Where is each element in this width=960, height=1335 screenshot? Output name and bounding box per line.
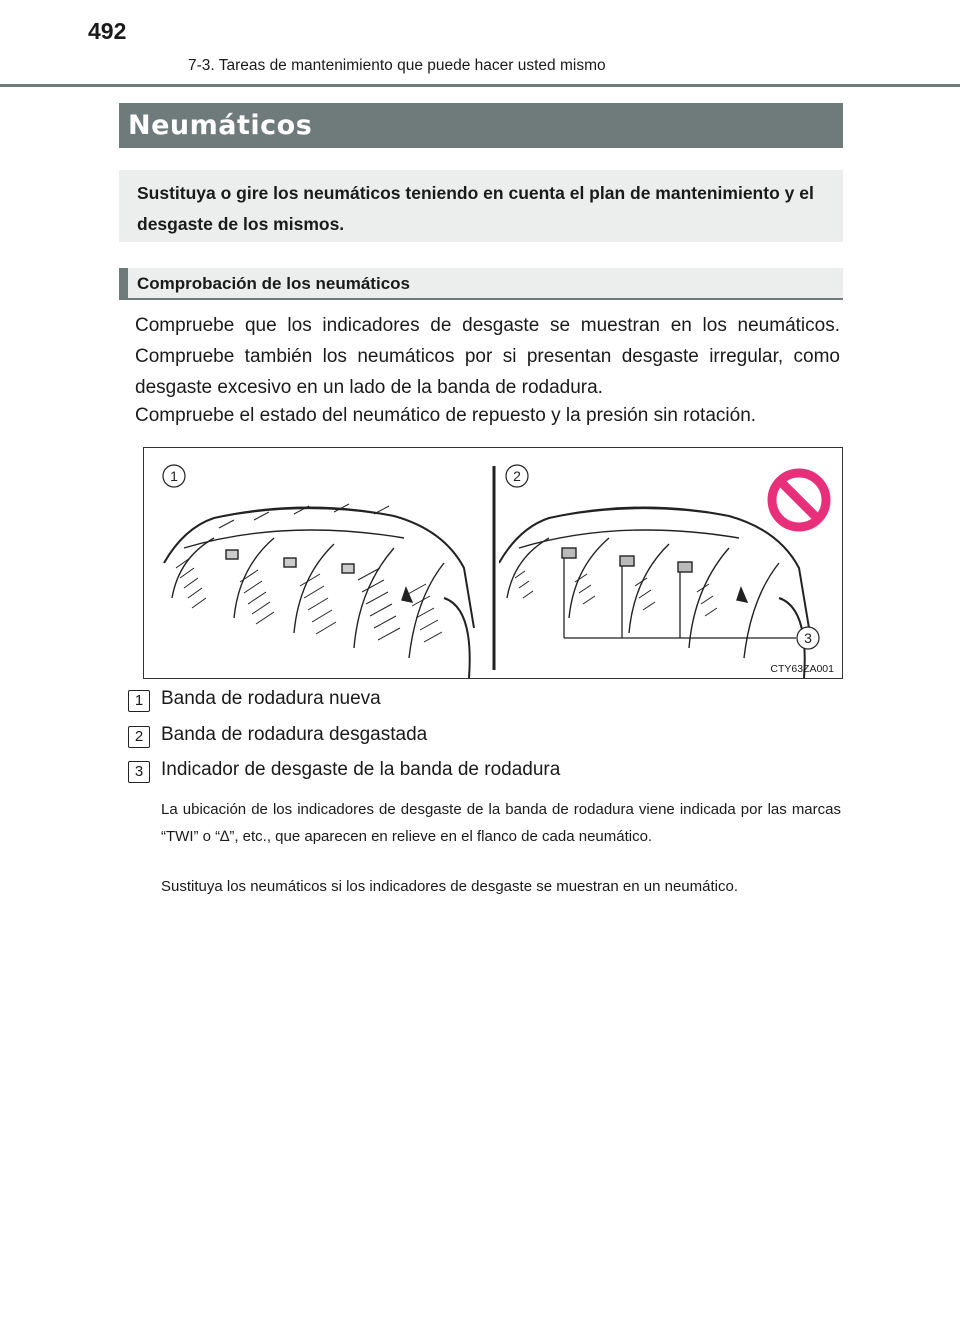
- legend-text-2: Banda de rodadura desgastada: [161, 724, 428, 745]
- intro-box: [119, 170, 843, 242]
- figure-code: CTY63ZA001: [770, 663, 834, 675]
- svg-text:1: 1: [170, 468, 178, 484]
- callout-2: [506, 465, 528, 487]
- svg-text:3: 3: [804, 630, 812, 646]
- section-header: [119, 268, 843, 300]
- legend-text-3: Indicador de desgaste de la banda de rodadura: [161, 759, 561, 780]
- worn-tread-tire: [499, 507, 809, 678]
- note-paragraph-1: La ubicación de los indicadores de desgaste de la banda de rodadura viene indicada por las marcas “TWI” o “∆”, etc., que aparecen en relieve en el flanco de cada neumático.: [161, 801, 841, 845]
- legend-number-3: 3: [128, 761, 150, 783]
- intro-text: Sustituya o gire los neumáticos teniendo en cuenta el plan de mantenimiento y el desgaste de los mismos.: [137, 183, 814, 234]
- header-rule: [0, 84, 960, 87]
- legend-number-2: 2: [128, 726, 150, 748]
- svg-text:2: 2: [513, 468, 521, 484]
- section-marker: [119, 268, 128, 298]
- tire-illustration: [144, 448, 844, 680]
- page-number: 492: [88, 18, 127, 44]
- note-paragraph-2: Sustituya los neumáticos si los indicadores de desgaste se muestran en un neumático.: [161, 878, 738, 895]
- callout-3: [797, 627, 819, 649]
- body-paragraph-1: Compruebe que los indicadores de desgaste se muestran en los neumáticos. Compruebe también los neumáticos por si presentan desgaste irregular, como desgaste excesivo en un lado de la banda de rodadura.: [135, 315, 840, 398]
- prohibition-icon: [772, 473, 826, 527]
- body-paragraph-2: Compruebe el estado del neumático de repuesto y la presión sin rotación.: [135, 405, 757, 426]
- section-title: Comprobación de los neumáticos: [137, 274, 410, 293]
- page-title: Neumáticos: [119, 103, 843, 148]
- tire-wear-figure: [143, 447, 843, 679]
- callout-1: [163, 465, 185, 487]
- new-tread-tire: [164, 504, 474, 678]
- running-head: 7-3. Tareas de mantenimiento que puede hacer usted mismo: [188, 57, 606, 74]
- legend-number-1: 1: [128, 690, 150, 712]
- legend-text-1: Banda de rodadura nueva: [161, 688, 381, 709]
